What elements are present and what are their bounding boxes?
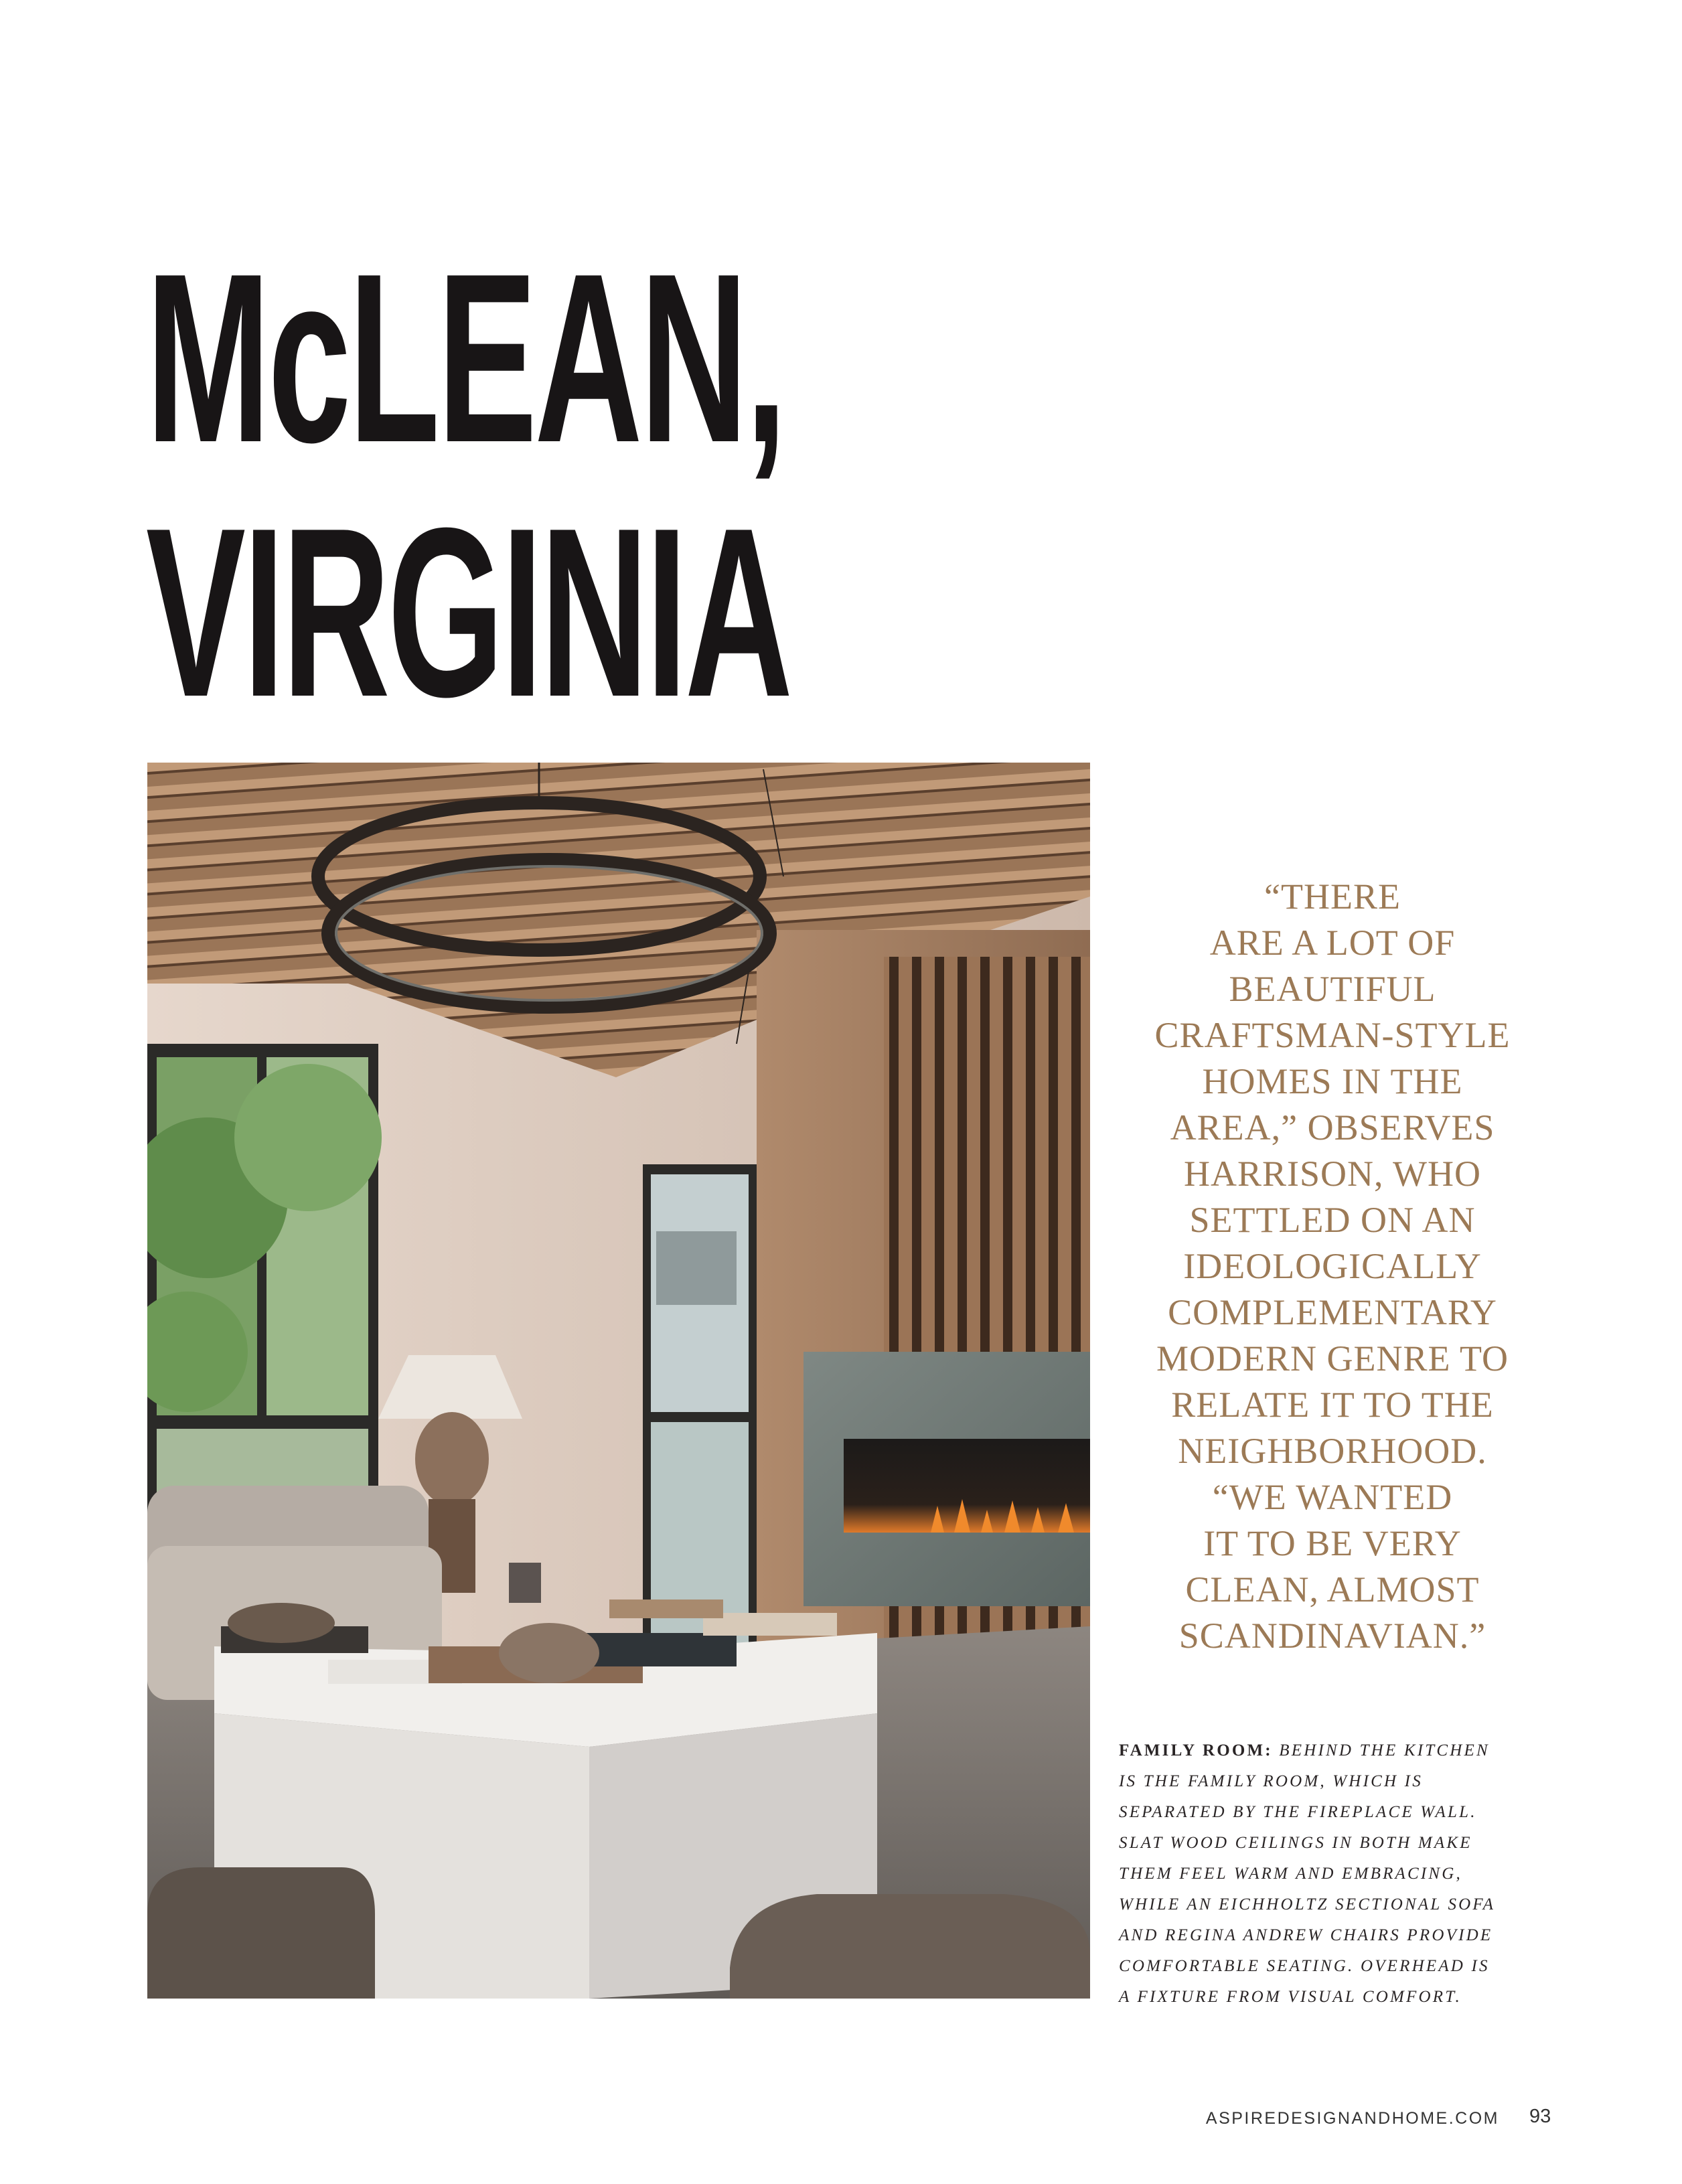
pull-quote-line: CLEAN, ALMOST xyxy=(1185,1569,1480,1610)
page-title xyxy=(146,224,791,747)
pull-quote-line: IT TO BE VERY xyxy=(1203,1523,1462,1563)
pull-quote-line: ARE A LOT OF xyxy=(1209,923,1456,963)
caption-label: FAMILY ROOM: xyxy=(1119,1741,1273,1760)
pull-quote-line: “WE WANTED xyxy=(1212,1477,1453,1517)
caption-line: THEM FEEL WARM AND EMBRACING, xyxy=(1119,1865,1463,1883)
pull-quote-line: NEIGHBORHOOD. xyxy=(1178,1431,1487,1471)
caption-line: WHILE AN EICHHOLTZ SECTIONAL SOFA xyxy=(1119,1895,1496,1914)
caption-line: SLAT WOOD CEILINGS IN BOTH MAKE xyxy=(1119,1834,1472,1852)
page-number: 93 xyxy=(1529,2106,1551,2127)
pull-quote-line: AREA,” OBSERVES xyxy=(1170,1107,1495,1148)
caption-line: AND REGINA ANDREW CHAIRS PROVIDE xyxy=(1119,1926,1493,1944)
caption-line: SEPARATED BY THE FIREPLACE WALL. xyxy=(1119,1803,1477,1821)
pull-quote-line: “THERE xyxy=(1264,876,1401,917)
pull-quote xyxy=(1112,874,1553,1659)
title-line-1: McLEAN, xyxy=(146,224,785,493)
footer-url: ASPIREDESIGNANDHOME.COM xyxy=(1205,2109,1499,2128)
caption-line: IS THE FAMILY ROOM, WHICH IS xyxy=(1119,1772,1423,1790)
pull-quote-line: BEAUTIFUL xyxy=(1229,969,1436,1009)
pull-quote-line: IDEOLOGICALLY xyxy=(1183,1246,1482,1286)
caption-line: COMFORTABLE SEATING. OVERHEAD IS xyxy=(1119,1957,1490,1975)
family-room-photo xyxy=(147,763,1090,1999)
title-line-2: VIRGINIA xyxy=(146,478,791,747)
pull-quote-line: MODERN GENRE TO xyxy=(1156,1338,1509,1379)
right-window xyxy=(643,1164,757,1660)
pull-quote-line: COMPLEMENTARY xyxy=(1168,1292,1497,1332)
caption-first-line xyxy=(1119,1735,1547,1766)
pull-quote-line: SCANDINAVIAN.” xyxy=(1178,1616,1486,1656)
pull-quote-line: CRAFTSMAN-STYLE xyxy=(1154,1015,1511,1055)
pull-quote-line: HARRISON, WHO xyxy=(1183,1154,1482,1194)
pull-quote-line: RELATE IT TO THE xyxy=(1171,1385,1494,1425)
pull-quote-line: HOMES IN THE xyxy=(1202,1061,1463,1101)
photo-caption xyxy=(1119,1735,1547,2013)
caption-line: A FIXTURE FROM VISUAL COMFORT. xyxy=(1119,1988,1462,2006)
caption-text: BEHIND THE KITCHEN xyxy=(1279,1741,1490,1760)
pull-quote-line: SETTLED ON AN xyxy=(1189,1200,1476,1240)
